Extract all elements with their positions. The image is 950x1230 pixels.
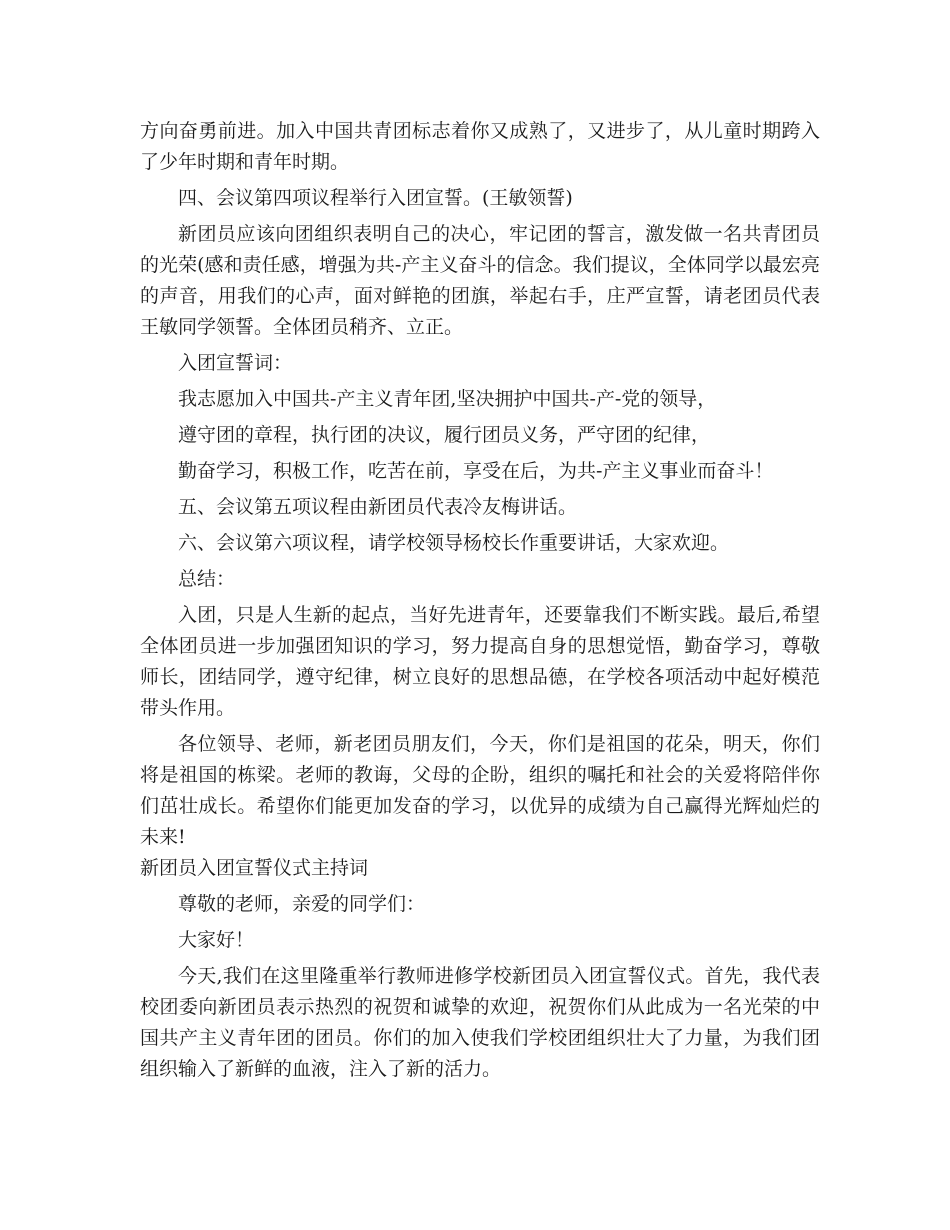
paragraph: 各位领导、老师，新老团员朋友们，今天，你们是祖国的花朵，明天，你们将是祖国的栋梁。老师的教诲，父母的企盼，组织的嘱托和社会的关爱将陪伴你们茁壮成长。希望你们能更加发奋的学习，以优异的成绩为自己赢得光辉灿烂的未来! <box>140 733 820 848</box>
paragraph: 五、会议第五项议程由新团员代表冷友梅讲话。 <box>178 496 578 518</box>
paragraph: 入团宣誓词： <box>178 352 293 374</box>
paragraph: 今天,我们在这里隆重举行教师进修学校新团员入团宣誓仪式。首先，我代表校团委向新团员表示热烈的祝贺和诚挚的欢迎，祝贺你们从此成为一名光荣的中国共产主义青年团的团员。你们的加入使我们学校团组织壮大了力量，为我们团组织输入了新鲜的血液，注入了新的活力。 <box>140 965 820 1080</box>
paragraph: 方向奋勇前进。加入中国共青团标志着你又成熟了，又进步了，从儿童时期跨入了少年时期和青年时期。 <box>140 120 820 173</box>
oath-line: 遵守团的章程，执行团的决议，履行团员义务，严守团的纪律， <box>178 424 711 446</box>
paragraph: 入团，只是人生新的起点，当好先进青年，还要靠我们不断实践。最后,希望全体团员进一步加强团知识的学习，努力提高自身的思想觉悟，勤奋学习，尊敬师长，团结同学，遵守纪律，树立良好的思想品德，在学校各项活动中起好模范带头作用。 <box>140 604 820 719</box>
paragraph: 大家好！ <box>178 929 255 951</box>
paragraph: 四、会议第四项议程举行入团宣誓。(王敏领誓) <box>178 187 573 209</box>
document-body <box>140 116 820 1090</box>
paragraph: 尊敬的老师，亲爱的同学们： <box>178 893 426 915</box>
oath-line: 我志愿加入中国共-产主义青年团,坚决拥护中国共-产-党的领导， <box>178 388 717 410</box>
section-title: 新团员入团宣誓仪式主持词 <box>140 857 369 879</box>
paragraph: 总结： <box>178 568 236 590</box>
paragraph: 六、会议第六项议程，请学校领导杨校长作重要讲话，大家欢迎。 <box>178 532 730 554</box>
paragraph: 新团员应该向团组织表明自己的决心，牢记团的誓言，激发做一名共青团员的光荣(感和责任感，增强为共-产主义奋斗的信念。我们提议，全体同学以最宏亮的声音，用我们的心声，面对鲜艳的团旗，举起右手，庄严宣誓，请老团员代表王敏同学领誓。全体团员稍齐、立正。 <box>140 223 820 338</box>
oath-line: 勤奋学习，积极工作，吃苦在前，享受在后，为共-产主义事业而奋斗！ <box>178 460 774 482</box>
